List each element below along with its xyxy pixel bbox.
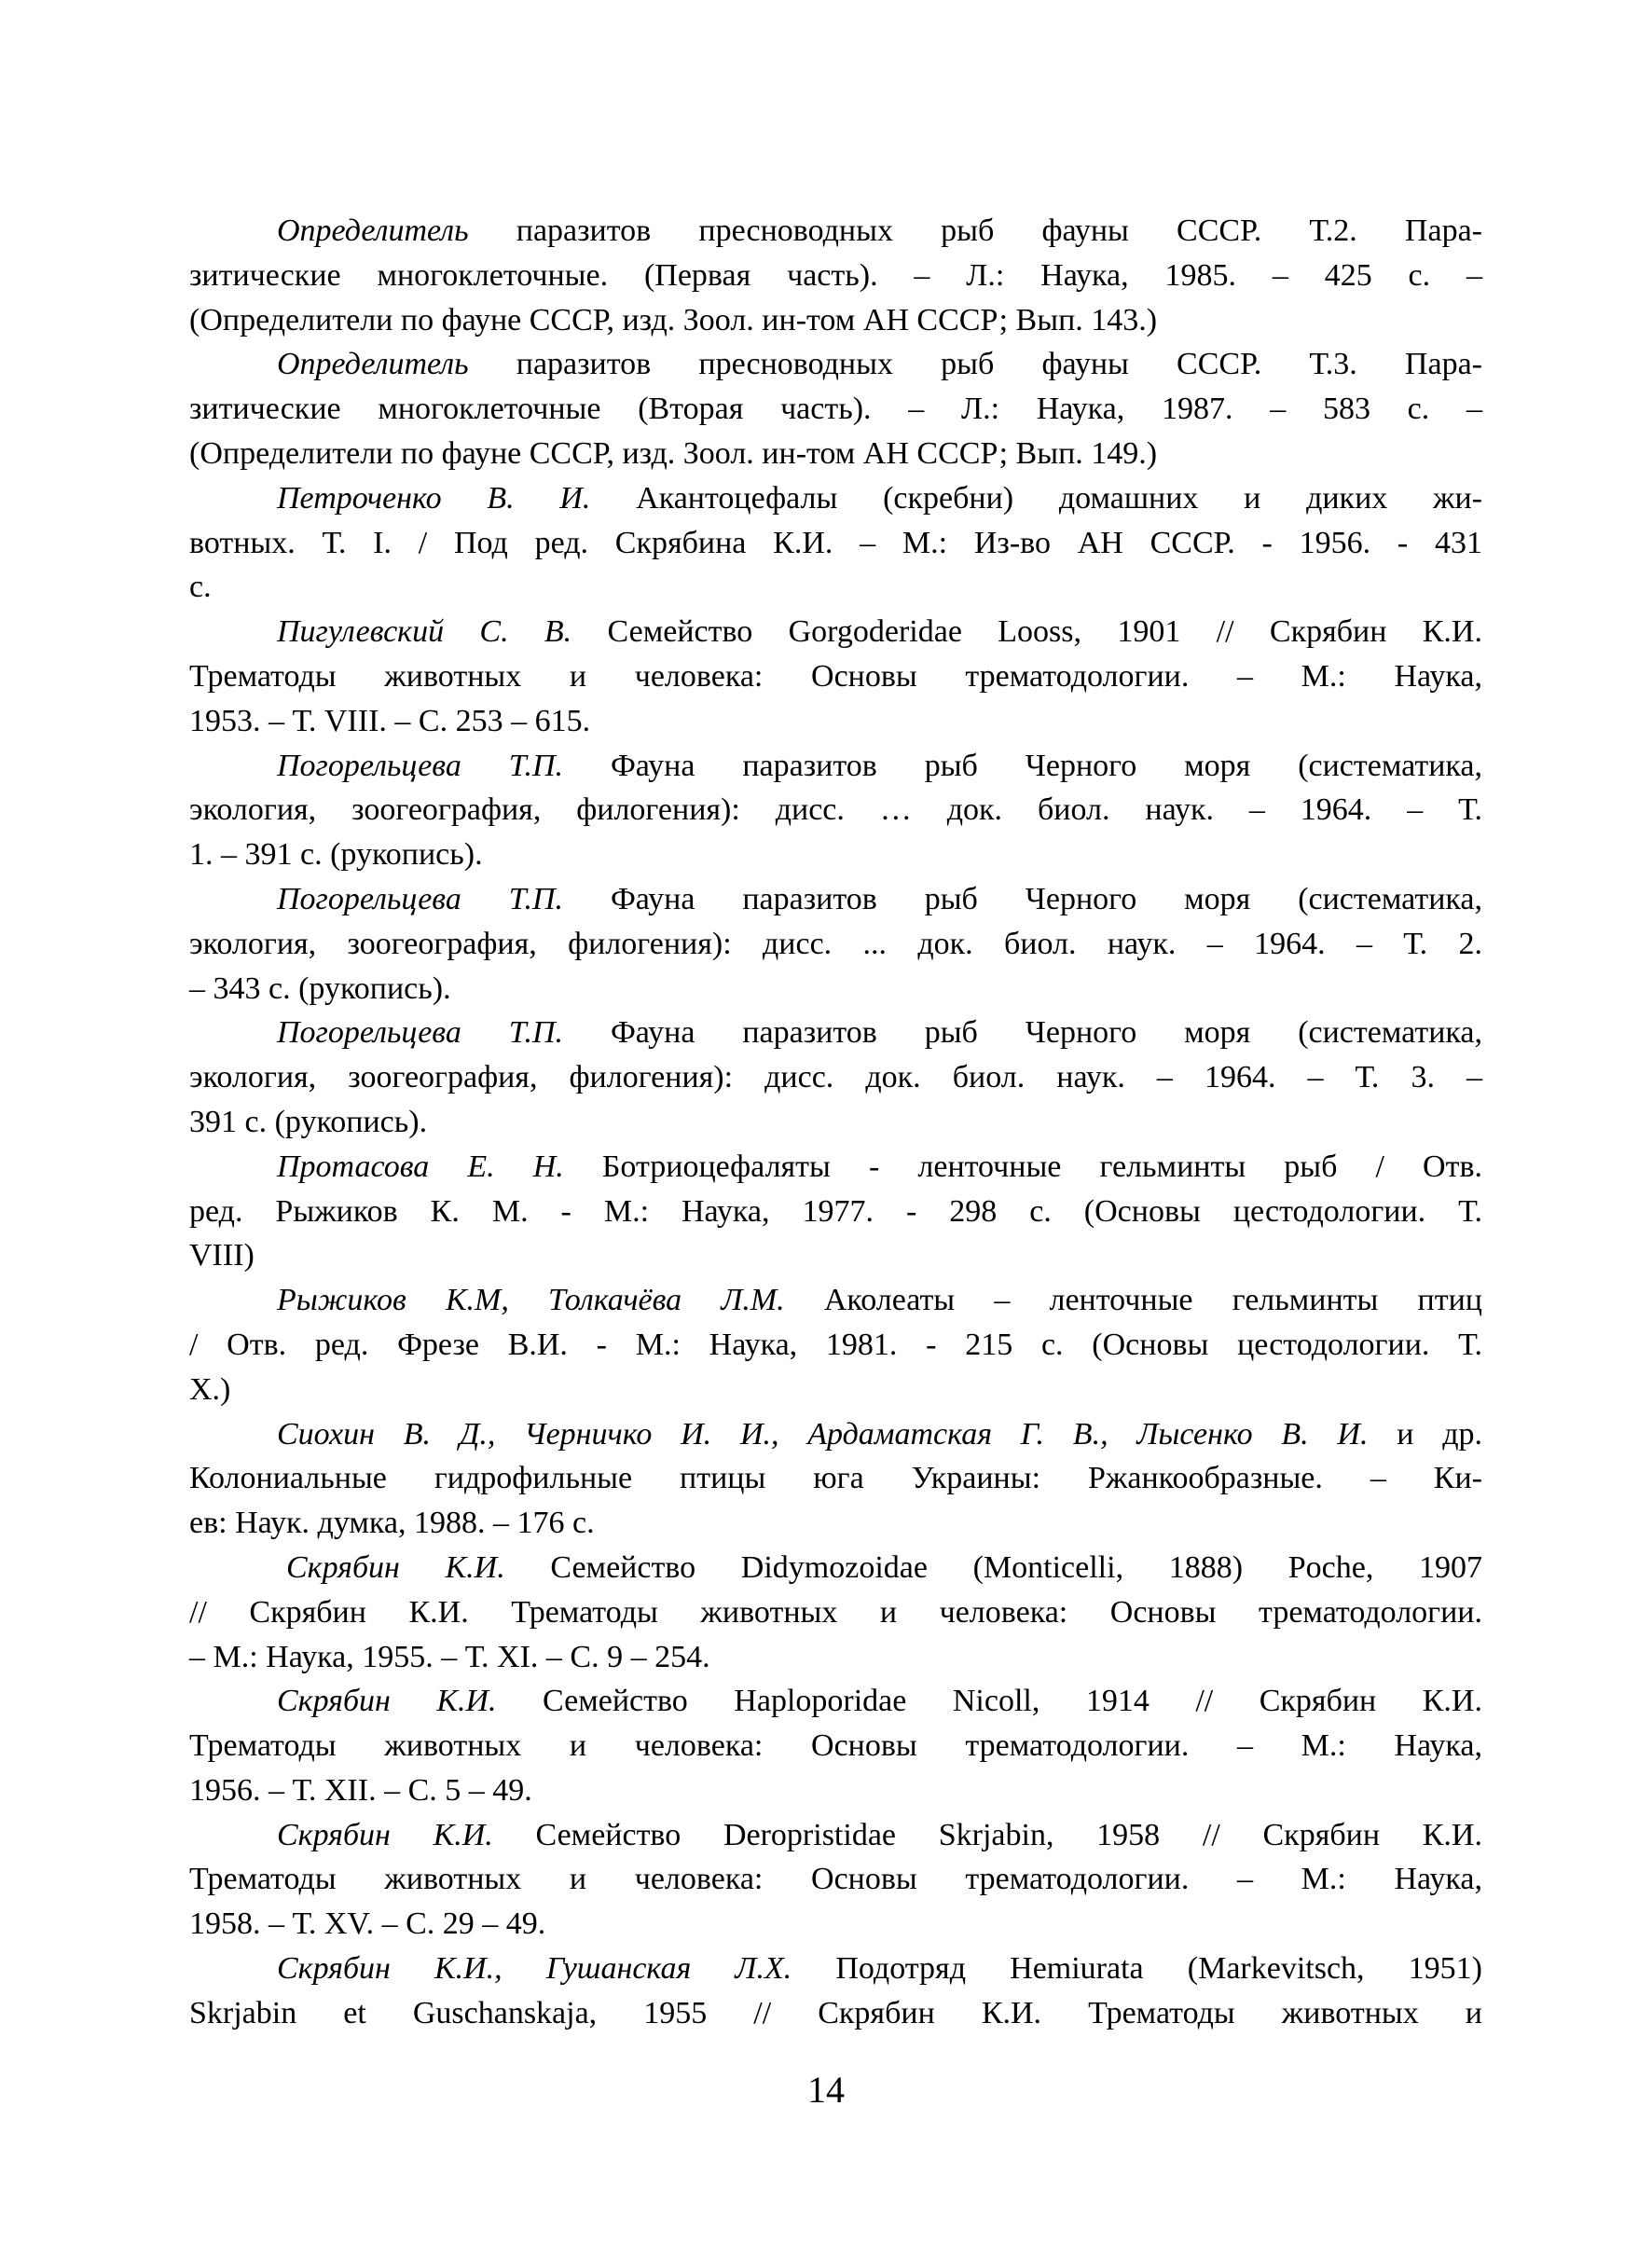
entry-author: Определитель <box>277 213 469 248</box>
entry-line <box>189 521 1482 566</box>
entry-first-line <box>189 476 1482 521</box>
entry-text: Skrjabin et Guschanskaja, 1955 // Скрябин К.И. Трематоды животных и <box>189 1995 1482 2030</box>
entry-text: паразитов пресноводных рыб фауны СССР. Т.2. Пара- <box>468 213 1482 248</box>
entry-author: Пигулевский С. В. <box>277 614 572 650</box>
entry-author: Погорельцева Т.П. <box>277 881 564 916</box>
entry-text: экология, зоогеография, филогения): дисс. док. биол. наук. – 1964. – Т. 3. – <box>189 1060 1482 1095</box>
entry-line <box>189 298 1482 343</box>
entry-author: Скрябин К.И. <box>286 1549 505 1585</box>
entry-text: Фауна паразитов рыб Черного моря (систематика, <box>563 748 1482 783</box>
entry-line <box>189 1233 1482 1278</box>
entry-line <box>189 1055 1482 1100</box>
entry-text: 1953. – Т. VIII. – С. 253 – 615. <box>189 703 591 738</box>
entry-line <box>189 654 1482 699</box>
bibliography-entry <box>189 1813 1482 1947</box>
entry-first-line <box>189 1011 1482 1055</box>
entry-text: 391 с. (рукопись). <box>189 1104 428 1139</box>
entry-text: 1956. – Т. XII. – С. 5 – 49. <box>189 1772 532 1808</box>
entry-line <box>189 1501 1482 1546</box>
entry-text: с. <box>189 570 212 605</box>
entry-line <box>189 1456 1482 1501</box>
entry-first-line <box>189 1947 1482 1991</box>
entry-text: Колониальные гидрофильные птицы юга Украины: Ржанкообразные. – Ки- <box>189 1461 1482 1496</box>
entry-line <box>189 432 1482 476</box>
entry-text: зитические многоклеточные. (Первая часть). – Л.: Наука, 1985. – 425 с. – <box>189 257 1482 293</box>
bibliography-entry <box>189 1011 1482 1144</box>
entry-text: 1. – 391 с. (рукопись). <box>189 837 483 873</box>
entry-first-line <box>189 744 1482 789</box>
bibliography-entry <box>189 1278 1482 1411</box>
bibliography-entry <box>189 1947 1482 2036</box>
entry-author: Сиохин В. Д., Черничко И. И., Ардаматская Г. В., Лысенко В. И. <box>277 1416 1369 1452</box>
entry-first-line <box>189 1679 1482 1724</box>
entry-text: Аколеаты – ленточные гельминты птиц <box>784 1283 1482 1318</box>
entry-line <box>189 1590 1482 1635</box>
entry-text: 1958. – Т. XV. – С. 29 – 49. <box>189 1906 546 1942</box>
bibliography-entry <box>189 1679 1482 1812</box>
entry-text: Фауна паразитов рыб Черного моря (систематика, <box>563 881 1482 916</box>
entry-author: Скрябин К.И. <box>277 1817 493 1852</box>
entry-first-line <box>189 342 1482 387</box>
entry-text: (Определители по фауне СССР, изд. Зоол. ин-том АН СССР; Вып. 149.) <box>189 435 1158 471</box>
entry-text: Трематоды животных и человека: Основы трематодологии. – М.: Наука, <box>189 1862 1482 1897</box>
bibliography-entry <box>189 877 1482 1011</box>
entry-author: Определитель <box>277 347 469 382</box>
entry-line <box>189 565 1482 610</box>
entry-first-line <box>189 610 1482 654</box>
entry-first-line <box>189 877 1482 922</box>
entry-line <box>189 387 1482 432</box>
entry-line <box>189 1768 1482 1813</box>
entry-line <box>189 833 1482 877</box>
entry-text: зитические многоклеточные (Вторая часть). – Л.: Наука, 1987. – 583 с. – <box>189 392 1482 427</box>
bibliography-entry <box>189 744 1482 877</box>
entry-line <box>189 1635 1482 1680</box>
entry-text: Семейство Deropristidae Skrjabin, 1958 // Скрябин К.И. <box>492 1817 1482 1852</box>
entry-text: VIII) <box>189 1238 255 1273</box>
entry-text: Акантоцефалы (скребни) домашних и диких жи- <box>590 480 1483 516</box>
entry-line <box>189 1724 1482 1768</box>
entry-text: Трематоды животных и человека: Основы трематодологии. – М.: Наука, <box>189 1728 1482 1764</box>
entry-author: Петроченко В. И. <box>277 480 591 516</box>
entry-text: Подотряд Hemiurata (Markevitsch, 1951) <box>792 1951 1482 1987</box>
entry-line <box>189 699 1482 744</box>
entry-line <box>189 1368 1482 1412</box>
entry-text: Семейство Haploporidae Nicoll, 1914 // Скрябин К.И. <box>496 1684 1482 1719</box>
entry-text: – 343 с. (рукопись). <box>189 970 451 1006</box>
entry-line <box>189 1323 1482 1368</box>
entry-text: паразитов пресноводных рыб фауны СССР. Т.3. Пара- <box>468 347 1482 382</box>
bibliography-entry <box>189 1412 1482 1546</box>
entry-author: Скрябин К.И., Гушанская Л.Х. <box>277 1951 792 1987</box>
entry-text: (Определители по фауне СССР, изд. Зоол. ин-том АН СССР; Вып. 143.) <box>189 302 1158 337</box>
entry-line <box>189 967 1482 1012</box>
entry-line <box>189 254 1482 298</box>
bibliography-list <box>189 209 1482 2036</box>
entry-author: Рыжиков К.М, Толкачёва Л.М. <box>277 1283 785 1318</box>
bibliography-entry <box>189 342 1482 475</box>
entry-text: вотных. Т. I. / Под ред. Скрябина К.И. – М.: Из-во АН СССР. - 1956. - 431 <box>189 525 1482 560</box>
bibliography-entry <box>189 610 1482 743</box>
entry-text: Х.) <box>189 1371 231 1407</box>
entry-author: Скрябин К.И. <box>277 1684 497 1719</box>
bibliography-entry <box>189 1145 1482 1278</box>
entry-first-line <box>189 1278 1482 1323</box>
entry-line <box>189 1991 1482 2036</box>
entry-author: Погорельцева Т.П. <box>277 748 564 783</box>
entry-line <box>189 1857 1482 1902</box>
entry-author: Протасова Е. Н. <box>277 1149 564 1184</box>
entry-text: экология, зоогеография, филогения): дисс. ... док. биол. наук. – 1964. – Т. 2. <box>189 926 1482 961</box>
entry-first-line <box>189 1145 1482 1190</box>
page-number: 14 <box>807 2069 845 2111</box>
entry-text: ред. Рыжиков К. М. - М.: Наука, 1977. - 298 с. (Основы цестодологии. Т. <box>189 1193 1482 1229</box>
entry-first-line <box>189 1813 1482 1858</box>
entry-line <box>189 1100 1482 1145</box>
entry-text: Семейство Didymozoidae (Monticelli, 1888) Poche, 1907 <box>504 1549 1482 1585</box>
entry-line <box>189 922 1482 967</box>
entry-text: // Скрябин К.И. Трематоды животных и человека: Основы трематодологии. <box>189 1594 1482 1630</box>
entry-text: ев: Наук. думка, 1988. – 176 с. <box>189 1506 595 1541</box>
entry-text: и др. <box>1368 1416 1482 1452</box>
bibliography-entry <box>189 476 1482 610</box>
entry-first-line <box>189 1412 1482 1457</box>
entry-first-line <box>189 209 1482 254</box>
entry-author: Погорельцева Т.П. <box>277 1015 564 1051</box>
entry-text: Семейство Gorgoderidae Looss, 1901 // Скрябин К.И. <box>571 614 1482 650</box>
entry-text: Ботриоцефаляты - ленточные гельминты рыб / Отв. <box>563 1149 1482 1184</box>
entry-line <box>189 1902 1482 1947</box>
entry-line <box>189 788 1482 833</box>
bibliography-entry <box>189 1546 1482 1679</box>
entry-line <box>189 1190 1482 1234</box>
entry-text: Трематоды животных и человека: Основы трематодологии. – М.: Наука, <box>189 658 1482 694</box>
entry-text: – М.: Наука, 1955. – Т. XI. – С. 9 – 254. <box>189 1639 710 1674</box>
bibliography-entry <box>189 209 1482 342</box>
entry-first-line <box>189 1546 1482 1590</box>
entry-text: экология, зоогеография, филогения): дисс. … док. биол. наук. – 1964. – Т. <box>189 792 1482 828</box>
entry-text: Фауна паразитов рыб Черного моря (систематика, <box>563 1015 1482 1051</box>
entry-text: / Отв. ред. Фрезе В.И. - М.: Наука, 1981. - 215 с. (Основы цестодологии. Т. <box>189 1327 1482 1362</box>
